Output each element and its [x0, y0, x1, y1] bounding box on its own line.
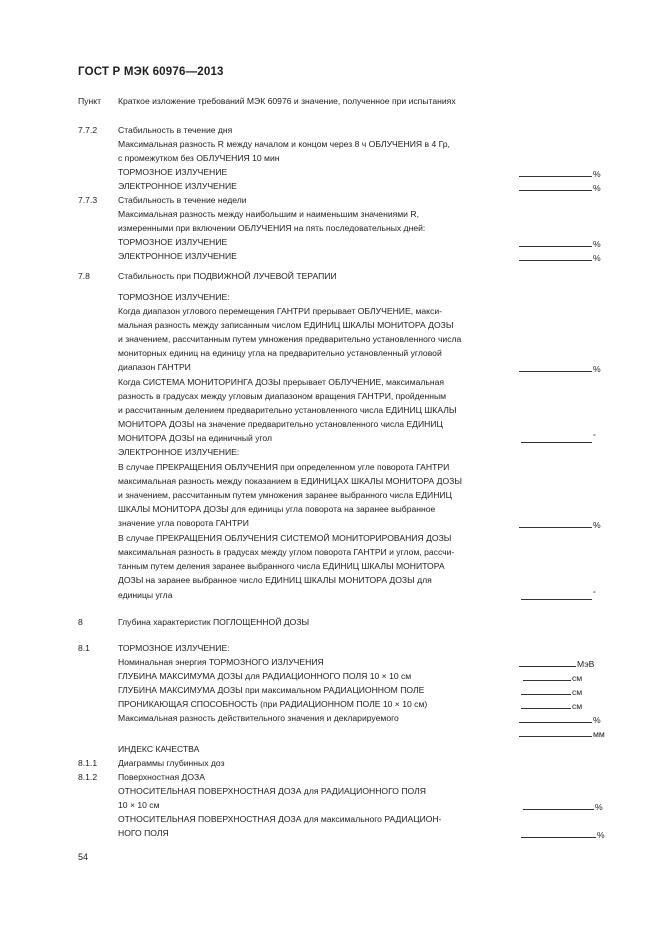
value-blank-field[interactable] [521, 829, 605, 840]
document-header: ГОСТ Р МЭК 60976—2013 [78, 66, 224, 78]
requirement-text: ТОРМОЗНОЕ ИЗЛУЧЕНИЕ [118, 167, 228, 177]
requirement-text: и рассчитанным делением предварительно установленного числа ЕДИНИЦ ШКАЛЫ [118, 405, 457, 415]
unit-label: см [572, 673, 583, 683]
requirement-text: ГЛУБИНА МАКСИМУМА ДОЗЫ при максимальном РАДИАЦИОННОМ ПОЛЕ [118, 685, 425, 695]
value-blank-field[interactable] [523, 801, 603, 812]
value-blank-field[interactable] [521, 686, 582, 697]
requirement-text: Стабильность в течение дня [118, 125, 233, 135]
fill-in-line[interactable] [519, 252, 592, 261]
requirement-text: ЭЛЕКТРОННОЕ ИЗЛУЧЕНИЕ [118, 251, 237, 261]
value-blank-field[interactable] [519, 728, 605, 739]
requirement-text: Максимальная разность действительного значения и декларируемого [118, 713, 399, 723]
unit-label: % [593, 169, 601, 179]
requirement-text: Поверхностная ДОЗА [118, 772, 205, 782]
unit-label: % [593, 183, 601, 193]
unit-label: % [593, 520, 601, 530]
page-number: 54 [78, 852, 89, 862]
column-header-description: Краткое изложение требований МЭК 60976 и значение, полученное при испытаниях [118, 96, 456, 106]
unit-label: см [572, 687, 583, 697]
unit-label: % [593, 364, 601, 374]
clause-number: 7.7.2 [78, 125, 98, 135]
requirement-text: ЭЛЕКТРОННОЕ ИЗЛУЧЕНИЕ [118, 181, 237, 191]
requirement-text: ТОРМОЗНОЕ ИЗЛУЧЕНИЕ: [118, 292, 230, 302]
clause-number: 8.1 [78, 643, 90, 653]
requirement-text: Когда СИСТЕМА МОНИТОРИНГА ДОЗЫ прерывает ОБЛУЧЕНИЕ, максимальная [118, 377, 445, 387]
requirement-text: ТОРМОЗНОЕ ИЗЛУЧЕНИЕ: [118, 643, 230, 653]
requirement-text: ГЛУБИНА МАКСИМУМА ДОЗЫ для РАДИАЦИОННОГО ПОЛЯ 10 × 10 см [118, 671, 412, 681]
requirement-text: Диаграммы глубинных доз [118, 758, 225, 768]
requirement-text: ИНДЕКС КАЧЕСТВА [118, 744, 200, 754]
requirement-text: и значением, рассчитанным путем умножения заранее выбранного числа ЕДИНИЦ [118, 490, 452, 500]
requirement-text: максимальная разность между показанием в ЕДИНИЦАХ ШКАЛЫ МОНИТОРА ДОЗЫ [118, 476, 462, 486]
unit-label: ° [593, 434, 596, 442]
requirement-text: В случае ПРЕКРАЩЕНИЯ ОБЛУЧЕНИЯ при определенном угле поворота ГАНТРИ [118, 462, 450, 472]
fill-in-line[interactable] [523, 801, 594, 810]
unit-label: % [597, 830, 605, 840]
value-blank-field[interactable] [521, 434, 596, 445]
fill-in-line[interactable] [519, 182, 592, 191]
unit-label: мм [593, 729, 605, 739]
unit-label: % [593, 239, 601, 249]
unit-label: см [572, 701, 583, 711]
requirement-text: ДОЗЫ на заранее выбранное число ЕДИНИЦ ШКАЛЫ МОНИТОРА ДОЗЫ для [118, 575, 432, 585]
fill-in-line[interactable] [521, 829, 596, 838]
requirement-text: 10 × 10 см [118, 800, 160, 810]
requirement-text: Максимальная разность R между началом и концом через 8 ч ОБЛУЧЕНИЯ в 4 Гр, [118, 139, 450, 149]
requirement-text: ШКАЛЫ МОНИТОРА ДОЗЫ для единицы угла поворота на заранее выбранное [118, 504, 436, 514]
requirement-text: ПРОНИКАЮЩАЯ СПОСОБНОСТЬ (при РАДИАЦИОННОМ ПОЛЕ 10 × 10 см) [118, 699, 428, 709]
fill-in-line[interactable] [521, 434, 592, 443]
requirement-text: мальная разность между записанным числом ЕДИНИЦ ШКАЛЫ МОНИТОРА ДОЗЫ [118, 320, 454, 330]
fill-in-line[interactable] [521, 686, 571, 695]
fill-in-line[interactable] [519, 238, 592, 247]
value-blank-field[interactable] [519, 363, 601, 374]
requirement-text: диапазон ГАНТРИ [118, 362, 191, 372]
unit-label: МэВ [577, 659, 595, 669]
clause-number: 8 [78, 617, 83, 627]
requirement-text: Глубина характеристик ПОГЛОЩЕННОЙ ДОЗЫ [118, 617, 310, 627]
value-blank-field[interactable] [523, 672, 582, 683]
requirement-text: танным путем деления заранее выбранного числа ЕДИНИЦ ШКАЛЫ МОНИТОРА [118, 561, 445, 571]
requirement-text: Максимальная разность между наибольшим и наименьшим значениями R, [118, 209, 419, 219]
fill-in-line[interactable] [519, 519, 592, 528]
requirement-text: ОТНОСИТЕЛЬНАЯ ПОВЕРХНОСТНАЯ ДОЗА для РАДИАЦИОННОГО ПОЛЯ [118, 786, 426, 796]
value-blank-field[interactable] [521, 700, 582, 711]
value-blank-field[interactable] [519, 238, 601, 249]
unit-label: % [593, 715, 601, 725]
unit-label: ° [593, 591, 596, 599]
fill-in-line[interactable] [519, 658, 576, 667]
requirement-text: максимальная разность в градусах между углом поворота ГАНТРИ и углом, рассчи- [118, 547, 455, 557]
clause-number: 8.1.2 [78, 772, 98, 782]
requirement-text: разность в градусах между угловым диапазоном вращения ГАНТРИ, пройденным [118, 391, 447, 401]
fill-in-line[interactable] [519, 168, 592, 177]
fill-in-line[interactable] [519, 728, 592, 737]
value-blank-field[interactable] [519, 714, 601, 725]
clause-number: 8.1.1 [78, 758, 98, 768]
column-header-point: Пункт [78, 96, 102, 106]
requirement-text: единицы угла [118, 590, 173, 600]
requirement-text: МОНИТОРА ДОЗЫ на единичный угол [118, 433, 273, 443]
fill-in-line[interactable] [519, 363, 592, 372]
requirement-text: Когда диапазон углового перемещения ГАНТРИ прерывает ОБЛУЧЕНИЕ, макси- [118, 306, 442, 316]
requirement-text: и значением, рассчитанным путем умножения предварительно установленного числа [118, 334, 462, 344]
requirement-text: Стабильность при ПОДВИЖНОЙ ЛУЧЕВОЙ ТЕРАПИИ [118, 271, 337, 281]
value-blank-field[interactable] [519, 519, 601, 530]
clause-number: 7.8 [78, 271, 90, 281]
unit-label: % [593, 253, 601, 263]
fill-in-line[interactable] [523, 672, 571, 681]
requirement-text: ТОРМОЗНОЕ ИЗЛУЧЕНИЕ [118, 237, 228, 247]
fill-in-line[interactable] [521, 591, 592, 600]
requirement-text: ОТНОСИТЕЛЬНАЯ ПОВЕРХНОСТНАЯ ДОЗА для максимального РАДИАЦИОН- [118, 814, 442, 824]
fill-in-line[interactable] [521, 700, 571, 709]
value-blank-field[interactable] [519, 252, 601, 263]
value-blank-field[interactable] [519, 658, 594, 669]
requirement-text: с промежутком без ОБЛУЧЕНИЯ 10 мин [118, 153, 280, 163]
requirement-text: НОГО ПОЛЯ [118, 828, 169, 838]
requirement-text: значение угла поворота ГАНТРИ [118, 518, 249, 528]
requirement-text: измеренными при включении ОБЛУЧЕНИЯ на пять последовательных дней: [118, 223, 426, 233]
requirement-text: ЭЛЕКТРОННОЕ ИЗЛУЧЕНИЕ: [118, 447, 240, 457]
clause-number: 7.7.3 [78, 195, 98, 205]
value-blank-field[interactable] [521, 591, 596, 602]
requirement-text: В случае ПРЕКРАЩЕНИЯ ОБЛУЧЕНИЯ СИСТЕМОЙ МОНИТОРИРОВАНИЯ ДОЗЫ [118, 533, 452, 543]
fill-in-line[interactable] [519, 714, 592, 723]
requirement-text: МОНИТОРА ДОЗЫ на значение предварительно установленного числа ЕДИНИЦ [118, 419, 443, 429]
unit-label: % [595, 802, 603, 812]
value-blank-field[interactable] [519, 182, 601, 193]
requirement-text: Номинальная энергия ТОРМОЗНОГО ИЗЛУЧЕНИЯ [118, 657, 324, 667]
requirement-text: Стабильность в течение недели [118, 195, 247, 205]
requirement-text: мониторных единиц на единицу угла на предварительно установленный угловой [118, 348, 442, 358]
value-blank-field[interactable] [519, 168, 601, 179]
